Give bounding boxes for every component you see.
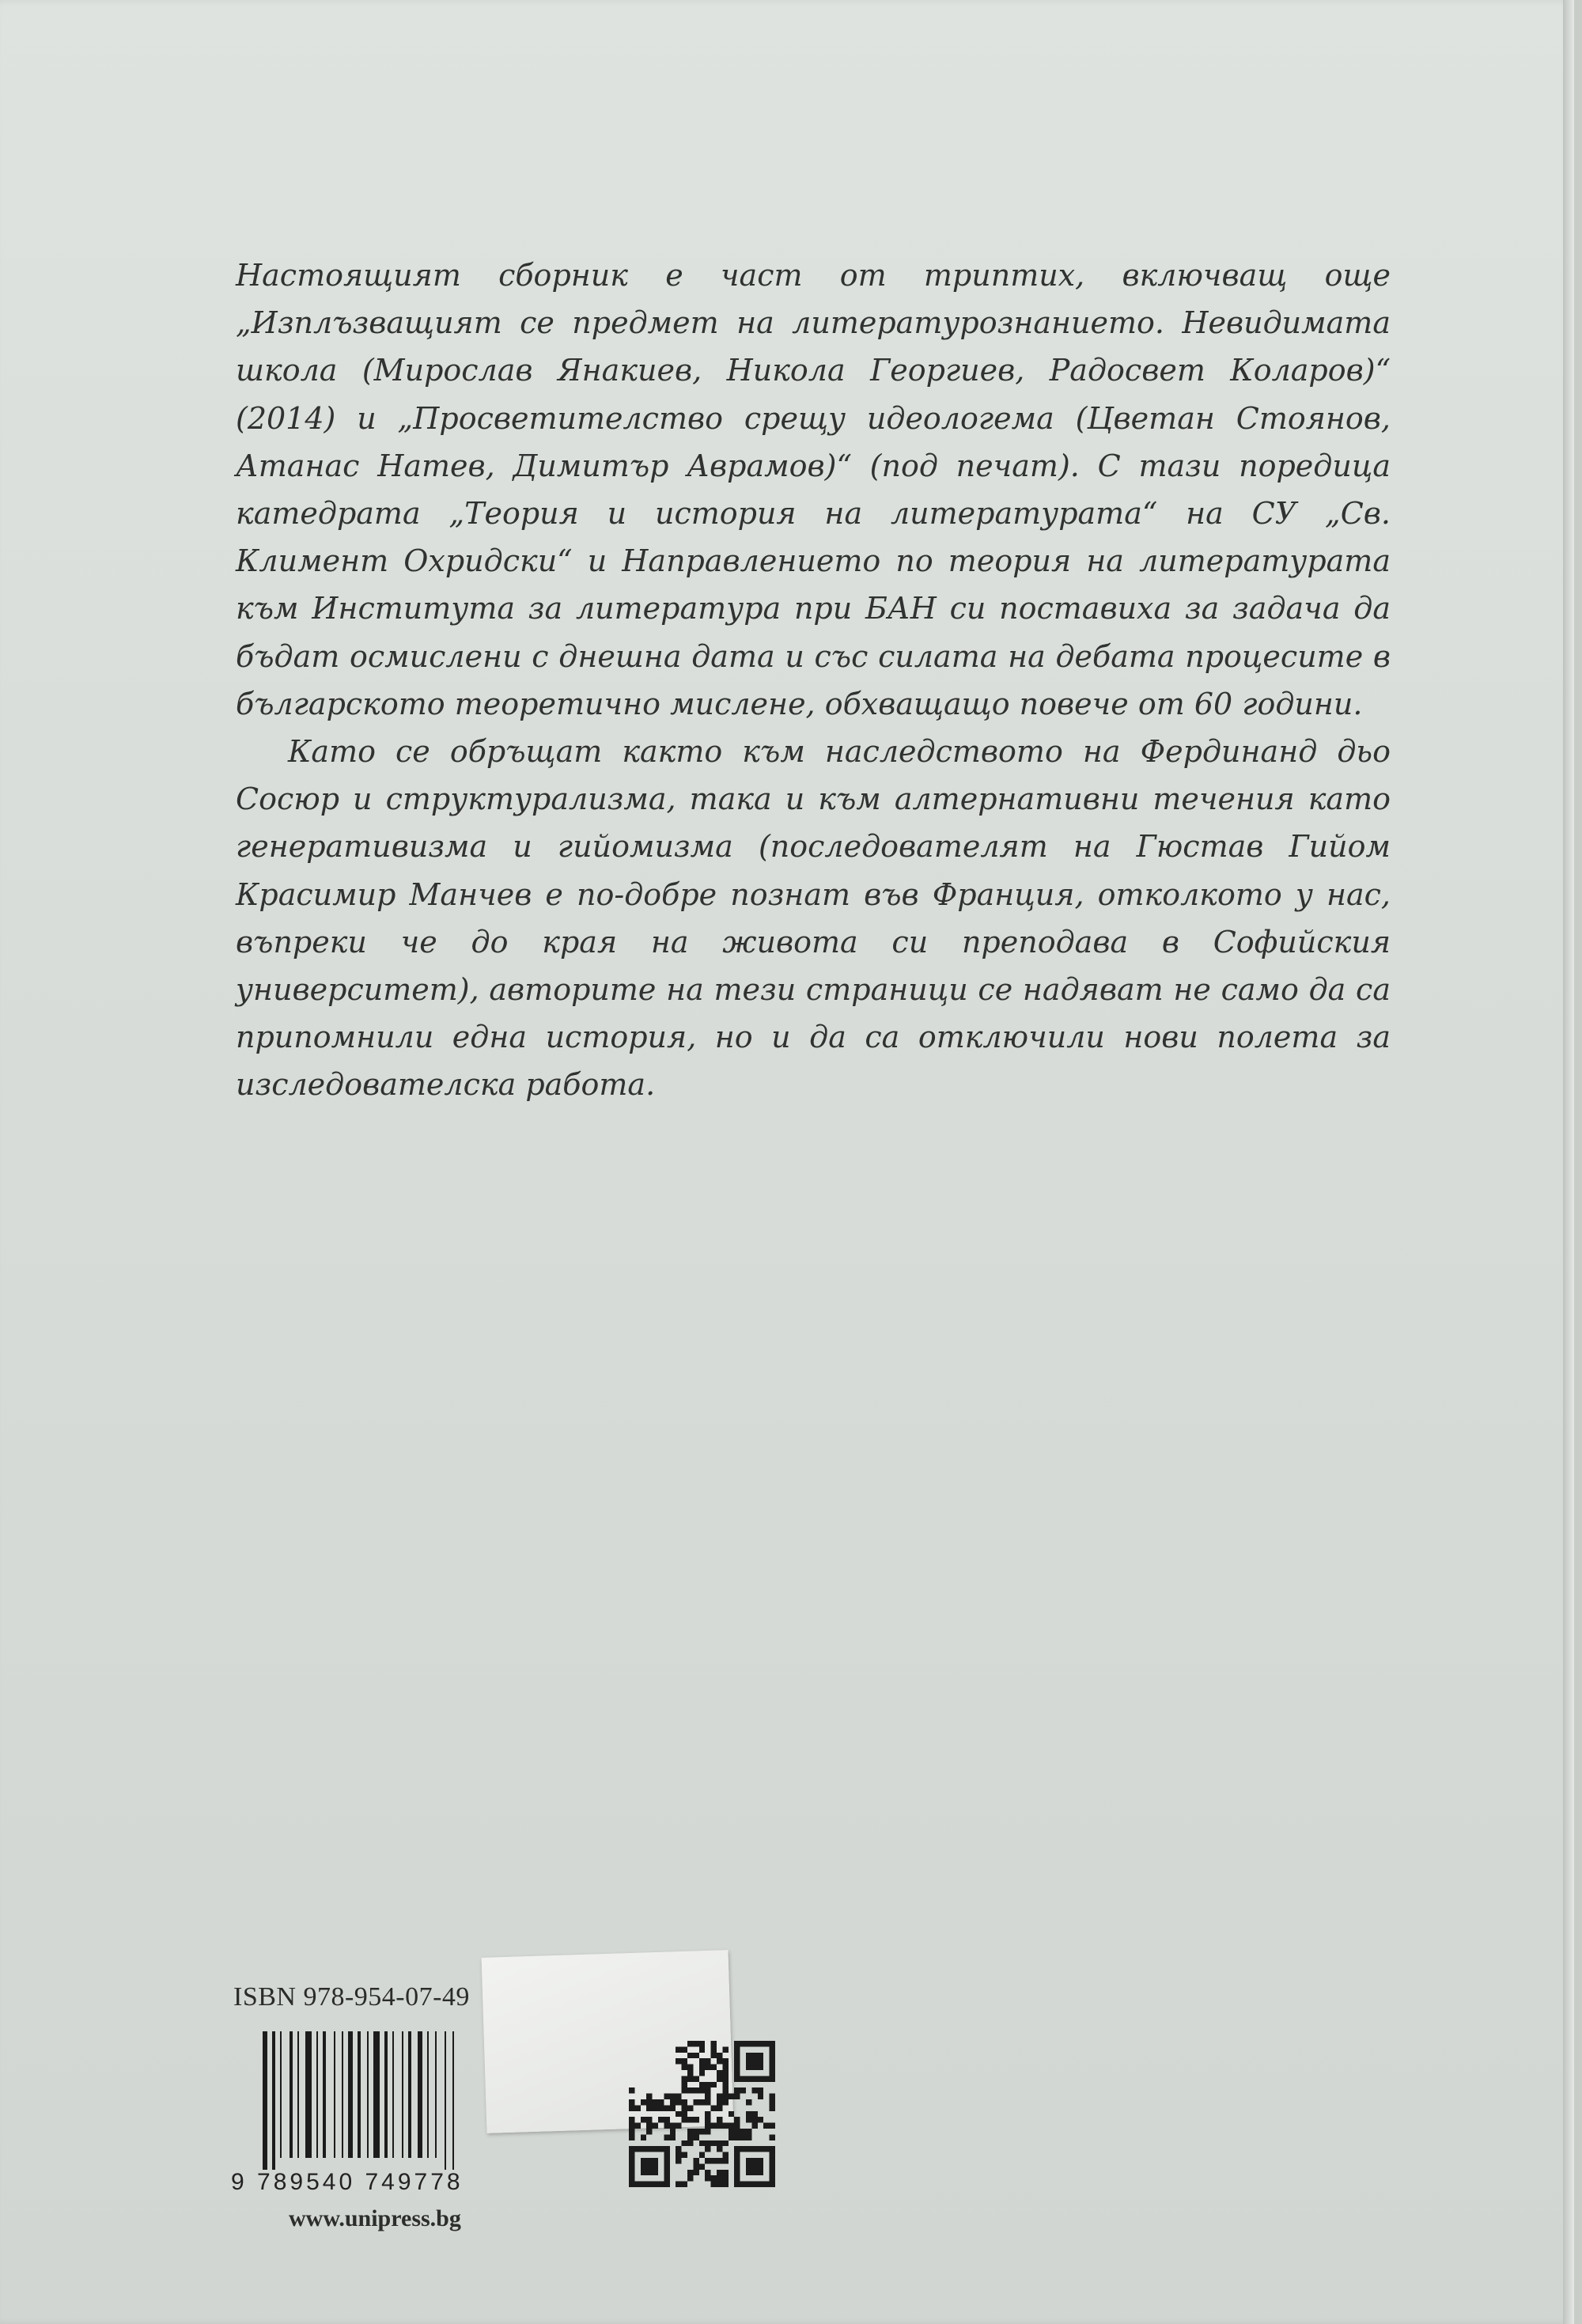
blurb-paragraph-1: Настоящият сборник е част от триптих, включващ още „Изплъзващият се предмет на литературознанието. Невидимата школа (Мирослав Янакиев, Никола Георгиев, Радосвет Коларов)“ (2014) и „Просветителство срещу идеологема (Цветан Стоянов, Атанас Натев, Димитър Аврамов)“ (под печат). С тази поредица катедрата „Теория и история на литературата“ на СУ „Св. Климент Охридски“ и Направлението по теория на литературата към Института за литература при БАН си поставиха за задача да бъдат осмислени с днешна дата и със силата на дебата процесите в българското теоретично мислене, обхващащо повече от 60 години. [236, 258, 1391, 721]
isbn-label: ISBN 978-954-07-49 [233, 1982, 470, 2012]
barcode-icon [261, 2031, 522, 2170]
cover-blurb [236, 252, 1391, 1109]
cover-edge [1563, 0, 1574, 2324]
publisher-url: www.unipress.bg [289, 2205, 461, 2231]
blurb-paragraph-2: Като се обръщат както към наследството на Фердинанд дьо Сосюр и структурализма, така и към алтернативни течения като генеративизма и гийомизма (последователят на Гюстав Гийом Красимир Манчев е по-добре познат във Франция, отколкото у нас, въпреки че до края на живота си преподава в Софийския университет), авторите на тези страници се надяват не само да са припомнили една история, но и да са отключили нови полета за изследователска работа. [236, 734, 1391, 1103]
barcode-digits: 9 789540 749778 [231, 2169, 464, 2195]
qr-code-icon [629, 2041, 775, 2187]
